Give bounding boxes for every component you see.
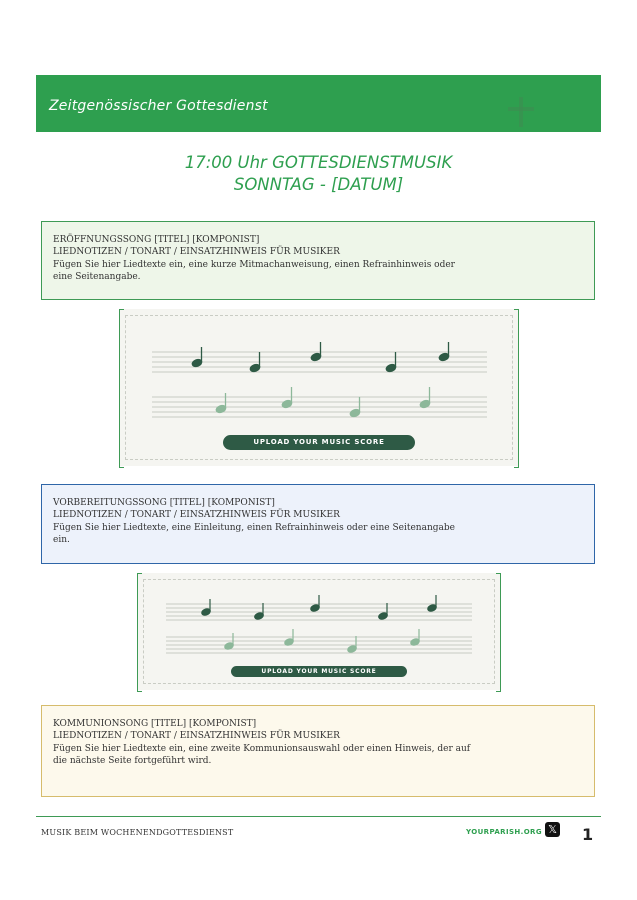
page-number: 1 — [582, 825, 594, 844]
service-heading — [0, 152, 637, 196]
x-logo-icon[interactable]: 𝕏 — [545, 822, 560, 837]
music-notes-dark — [191, 342, 450, 373]
song-notes: LIEDNOTIZEN / TONART / EINSATZHINWEIS FÜR MUSIKER — [53, 731, 340, 742]
staff-lines-bottom — [152, 397, 487, 417]
header-title: Zeitgenössischer Gottesdienst — [49, 98, 268, 114]
footer-website-link[interactable]: YOURPARISH.ORG — [466, 828, 542, 836]
staff-lines-bottom — [166, 637, 472, 653]
header-banner — [36, 75, 601, 132]
footer-title: MUSIK BEIM WOCHENENDGOTTESDIENST — [41, 828, 234, 837]
music-score-placeholder[interactable] — [119, 309, 519, 466]
upload-score-button[interactable]: UPLOAD YOUR MUSIC SCORE — [223, 435, 415, 450]
song-text: Fügen Sie hier Liedtexte, eine Einleitung, einen Refrainhinweis oder eine Seitenangabe ein. — [53, 522, 455, 546]
footer-divider — [36, 816, 601, 817]
song-title: ERÖFFNUNGSSONG [TITEL] [KOMPONIST] — [53, 235, 260, 245]
song-notes: LIEDNOTIZEN / TONART / EINSATZHINWEIS FÜR MUSIKER — [53, 510, 340, 521]
upload-score-button[interactable]: UPLOAD YOUR MUSIC SCORE — [231, 666, 407, 677]
song-text: Fügen Sie hier Liedtexte ein, eine zweite Kommunionsauswahl oder einen Hinweis, der auf die nächste Seite fortgeführt wird. — [53, 743, 471, 767]
service-date: SONNTAG - [DATUM] — [233, 175, 404, 194]
song-text: Fügen Sie hier Liedtexte ein, eine kurze Mitmachanweisung, einen Refrainhinweis oder eine Seitenangabe. — [53, 259, 455, 283]
communion-song-box — [41, 705, 595, 797]
song-title: KOMMUNIONSONG [TITEL] [KOMPONIST] — [53, 719, 257, 729]
song-notes: LIEDNOTIZEN / TONART / EINSATZHINWEIS FÜR MUSIKER — [53, 247, 340, 258]
preparation-song-box — [41, 484, 595, 564]
song-title: VORBEREITUNGSSONG [TITEL] [KOMPONIST] — [53, 498, 275, 508]
music-notes-light — [215, 387, 431, 418]
service-time-title: 17:00 Uhr GOTTESDIENSTMUSIK — [184, 153, 453, 172]
music-score-placeholder[interactable] — [137, 573, 501, 690]
cross-icon — [508, 97, 534, 127]
opening-song-box — [41, 221, 595, 300]
